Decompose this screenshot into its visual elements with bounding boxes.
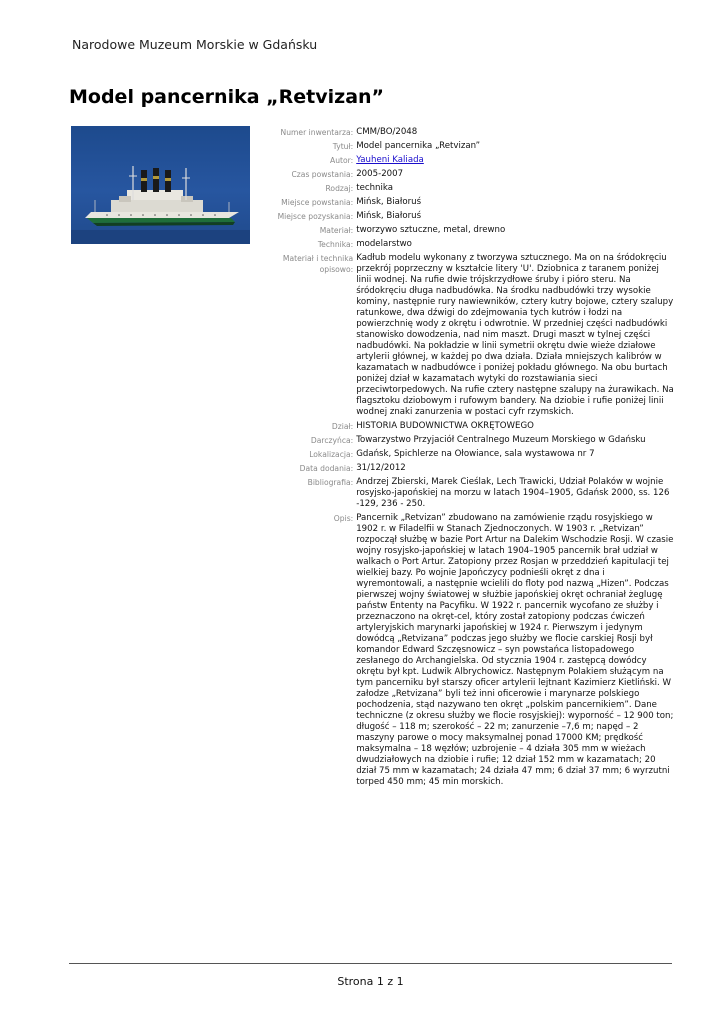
field-label: Miejsce powstania:: [281, 198, 354, 207]
field-value: Towarzystwo Przyjaciół Centralnego Muzeum Morskiego w Gdańsku: [356, 435, 646, 445]
field-label: Miejsce pozyskania:: [277, 212, 354, 221]
metadata-table: [265, 127, 675, 788]
field-label: Rodzaj:: [325, 184, 354, 193]
page-number: Strona 1 z 1: [337, 975, 404, 988]
metadata-row: [265, 225, 675, 236]
field-label: Materiał:: [319, 226, 354, 235]
museum-name: Narodowe Muzeum Morskie w Gdańsku: [72, 37, 318, 52]
metadata-row: [265, 253, 675, 418]
field-value: CMM/BO/2048: [356, 127, 418, 137]
field-value: modelarstwo: [356, 239, 412, 249]
field-label: Autor:: [330, 156, 354, 165]
metadata-row: [265, 239, 675, 250]
field-label: Dział:: [331, 422, 354, 431]
ship-model-photo: [71, 126, 250, 244]
field-label: Technika:: [317, 240, 354, 249]
field-label: Data dodania:: [299, 464, 354, 473]
field-value: 2005-2007: [356, 169, 404, 179]
metadata-row: [265, 435, 675, 446]
metadata-row: [265, 141, 675, 152]
field-value: tworzywo sztuczne, metal, drewno: [356, 225, 506, 235]
metadata-row: [265, 211, 675, 222]
field-label: Darczyńca:: [310, 436, 354, 445]
field-value: [356, 155, 675, 166]
field-label: Bibliografia:: [307, 478, 354, 487]
field-value: Mińsk, Białoruś: [356, 197, 422, 207]
field-label: Czas powstania:: [291, 170, 354, 179]
field-label: Lokalizacja:: [309, 450, 354, 459]
field-value: HISTORIA BUDOWNICTWA OKRĘTOWEGO: [356, 421, 534, 431]
author-link[interactable]: Yauheni Kaliada: [356, 155, 424, 165]
field-label: Opis:: [333, 514, 354, 523]
ship-model-image: [71, 126, 250, 244]
metadata-row: [265, 169, 675, 180]
metadata-row: [265, 197, 675, 208]
field-value: Kadłub modelu wykonany z tworzywa sztucznego. Ma on na śródokręciu przekrój poprzeczny w kształcie litery 'U'. Dziobnica z taranem poniżej linii wodnej. Na rufie dwie trójskrzydłowe śruby i pióro steru. Na śródokręciu długa nadbudówka. Na środku nadbudówki trzy wysokie kominy, następnie rury nawiewników, cztery kutry bojowe, cztery szalupy ratunkowe, dwa dźwigi do zdejmowania tych kutrów i łodzi na powierzchnię wody z okrętu i odwrotnie. W przedniej części nadbudówki stanowisko dowodzenia, nad nim maszt. Drugi maszt w tylnej części nadbudówki. Na pokładzie w linii symetrii okrętu dwie wieże działowe artylerii głównej, w każdej po dwa działa. Działa mniejszych kalibrów w kazamatach w nadbudówce i poniżej pokładu głównego. Na obu burtach poniżej dział w kazamatach wytyki do rozstawiania sieci przeciwtorpedowych. Na rufie cztery następne szalupy na żurawikach. Na flagsztoku dziobowym i rufowym bandery. Na dziobie i rufie poniżej linii wodnej znaki zanurzenia w postaci cyfr rzymskich.: [356, 253, 674, 417]
metadata-row: [265, 477, 675, 510]
metadata-row: [265, 449, 675, 460]
field-value: technika: [356, 183, 393, 193]
metadata-row: [265, 127, 675, 138]
field-label: Materiał i technika opisowo:: [282, 254, 354, 274]
footer-divider: [69, 963, 672, 964]
field-value: 31/12/2012: [356, 463, 406, 473]
metadata-row: [265, 155, 675, 166]
field-label: Tytuł:: [332, 142, 354, 151]
metadata-row: [265, 513, 675, 788]
field-value: Pancernik „Retvizan” zbudowano na zamówienie rządu rosyjskiego w 1902 r. w Filadelfii w Stanach Zjednoczonych. W 1903 r. „Retvizan” rozpoczął służbę w bazie Port Artur na Dalekim Wschodzie Rosji. W czasie wojny rosyjsko-japońskiej w latach 1904–1905 pancernik brał udział w walkach o Port Artur. Zatopiony przez Rosjan w przeddzień kapitulacji tej wielkiej bazy. Po wojnie Japończycy podnieśli okręt z dna i wyremontowali, a następnie wcielili do floty pod nazwą „Hizen”. Podczas pierwszej wojny światowej w służbie japońskiej okręt ochraniał żeglugę państw Ententy na Pacyfiku. W 1922 r. pancernik wycofano ze służby i przeznaczono na okręt-cel, który został zatopiony podczas ćwiczeń artyleryjskich marynarki japońskiej w 1924 r. Pierwszym i jedynym dowódcą „Retvizana” podczas jego służby we flocie carskiej Rosji był komandor Edward Szczęsnowicz – syn powstańca listopadowego zesłanego do Archangielska. Od stycznia 1904 r. zastępcą dowódcy okrętu był kpt. Ludwik Albrychowicz. Następnym Polakiem służącym na tym pancerniku był starszy oficer artylerii lejtnant Kazimierz Kietliński. W załodze „Retvizana” byli też inni oficerowie i marynarze polskiego pochodzenia, stąd nazywano ten okręt „polskim pancernikiem”. Dane techniczne (z okresu służby we flocie rosyjskiej): wyporność – 12 900 ton; długość – 118 m; szerokość – 22 m; zanurzenie –7,6 m; napęd – 2 maszyny parowe o mocy maksymalnej ponad 17000 KM; prędkość maksymalna – 18 węzłów; uzbrojenie – 4 działa 305 mm w wieżach dwudziałowych na dziobie i rufie; 12 dział 152 mm w kazamatach; 20 dział 75 mm w kazamatach; 24 działa 47 mm; 6 dział 37 mm; 6 wyrzutni torped 450 mm; 45 min morskich.: [356, 513, 674, 787]
metadata-row: [265, 463, 675, 474]
field-value: Mińsk, Białoruś: [356, 211, 422, 221]
page-title: Model pancernika „Retvizan”: [69, 86, 385, 108]
field-label: Numer inwentarza:: [280, 128, 354, 137]
field-value: Andrzej Zbierski, Marek Cieślak, Lech Trawicki, Udział Polaków w wojnie rosyjsko-japońskiej na morzu w latach 1904–1905, Gdańsk 2000, ss. 126 -129, 236 - 250.: [356, 477, 670, 509]
metadata-row: [265, 421, 675, 432]
field-value: Model pancernika „Retvizan”: [356, 141, 481, 151]
metadata-row: [265, 183, 675, 194]
field-value: Gdańsk, Spichlerze na Ołowiance, sala wystawowa nr 7: [356, 449, 595, 459]
